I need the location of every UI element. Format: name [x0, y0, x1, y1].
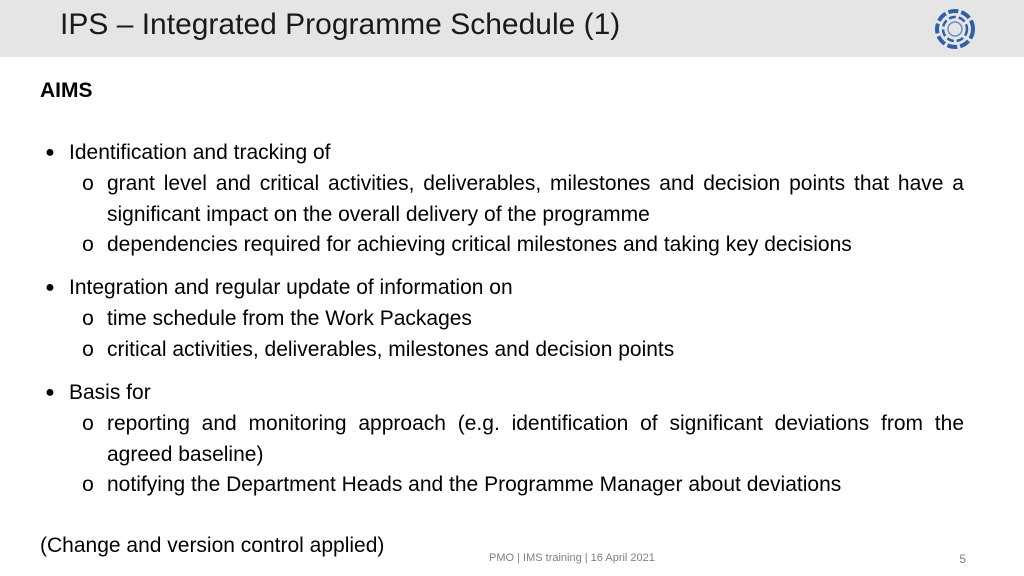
- footnote: (Change and version control applied): [40, 534, 385, 557]
- sub-bullet-icon: o: [82, 172, 94, 195]
- bullet-icon: ●: [45, 384, 55, 401]
- list-item-text: Integration and regular update of information on: [69, 276, 513, 299]
- sub-list-item-text: dependencies required for achieving critical milestones and taking key decisions: [107, 233, 852, 256]
- header-bar: [0, 0, 1024, 57]
- sub-bullet-icon: o: [82, 473, 94, 496]
- sub-bullet-icon: o: [82, 412, 94, 435]
- sub-list-item-text: grant level and critical activities, deliverables, milestones and decision points that have a significant impact on the overall delivery of the programme: [107, 172, 964, 226]
- sub-bullet-icon: o: [82, 307, 94, 330]
- page-title: IPS – Integrated Programme Schedule (1): [60, 8, 621, 41]
- sub-list-item: [78, 334, 964, 365]
- bullet-icon: ●: [45, 144, 55, 161]
- sub-list-item-text: critical activities, deliverables, milestones and decision points: [107, 338, 675, 361]
- sub-list-item: [78, 303, 964, 334]
- sub-list-item-text: notifying the Department Heads and the Programme Manager about deviations: [107, 473, 842, 496]
- sub-list-item: [78, 229, 964, 260]
- sub-bullet-icon: o: [82, 338, 94, 361]
- sub-list-item: [78, 469, 964, 500]
- footer-text: PMO | IMS training | 16 April 2021: [489, 552, 655, 564]
- page-number: 5: [959, 552, 966, 566]
- list-item-text: Identification and tracking of: [69, 141, 331, 164]
- org-ring-logo-icon: [933, 7, 977, 51]
- sub-bullet-icon: o: [82, 233, 94, 256]
- sub-list-item-text: time schedule from the Work Packages: [107, 307, 472, 330]
- section-heading: AIMS: [40, 79, 93, 102]
- sub-list-item: [78, 408, 964, 470]
- sub-list-item-text: reporting and monitoring approach (e.g. identification of significant deviations from the agreed baseline): [107, 412, 964, 466]
- bullet-icon: ●: [45, 279, 55, 296]
- sub-list-item: [78, 168, 964, 230]
- list-item-text: Basis for: [69, 381, 151, 404]
